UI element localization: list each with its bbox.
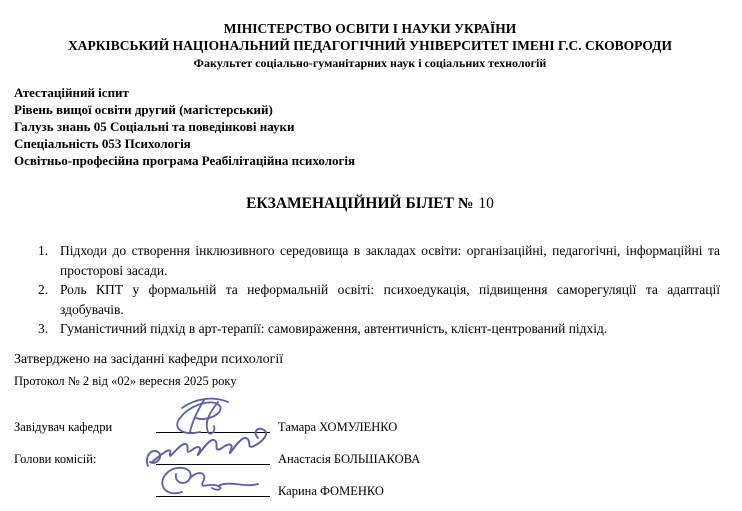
university-title: ХАРКІВСЬКИЙ НАЦІОНАЛЬНИЙ ПЕДАГОГІЧНИЙ УНІВЕРСИТЕТ ІМЕНІ Г.С. СКОВОРОДИ bbox=[68, 38, 672, 53]
handwritten-signature-icon bbox=[142, 460, 282, 500]
question-number: 1. bbox=[38, 243, 49, 258]
signature-role-label: Завідувач кафедри bbox=[14, 419, 113, 434]
signature-role-label: Голови комісій: bbox=[14, 451, 97, 466]
document-header bbox=[14, 20, 726, 72]
protocol-statement: Протокол № 2 від «02» вересня 2025 року bbox=[14, 373, 237, 388]
page-title bbox=[14, 195, 726, 213]
signatory-name: Карина ФОМЕНКО bbox=[278, 483, 384, 498]
question-item bbox=[38, 241, 720, 280]
signature-row-head-of-department bbox=[14, 405, 726, 437]
signature-role-label bbox=[14, 499, 156, 501]
question-text: Роль КПТ у формальній та неформальній освіті: психоедукація, підвищення саморегуляції та адаптації здобувачів. bbox=[60, 282, 720, 317]
question-list bbox=[38, 241, 720, 339]
ticket-number: 10 bbox=[478, 195, 494, 212]
question-text: Гуманістичний підхід в арт-терапії: самовираження, автентичність, клієнт-центрований підхід. bbox=[60, 321, 608, 336]
signature-row-commission-head-1 bbox=[14, 437, 726, 469]
question-item bbox=[38, 319, 720, 339]
signature-line bbox=[156, 466, 270, 497]
ticket-title-label: ЕКЗАМЕНАЦІЙНИЙ БІЛЕТ № bbox=[246, 195, 474, 212]
exam-meta-block bbox=[14, 84, 726, 169]
signature-row-commission-head-2 bbox=[14, 469, 726, 501]
specialty-line: Спеціальність 053 Психологія bbox=[14, 136, 191, 151]
signatory-name: Анастасія БОЛЬШАКОВА bbox=[278, 451, 421, 466]
faculty-title: Факультет соціально-гуманітарних наук і соціальних технологій bbox=[193, 56, 547, 70]
question-text: Підходи до створення інклюзивного середовища в закладах освіти: організаційні, педагогічні, інформаційні та просторові засади. bbox=[60, 243, 720, 278]
approved-statement: Затверджено на засіданні кафедри психології bbox=[14, 351, 284, 367]
degree-level-line: Рівень вищої освіти другий (магістерський) bbox=[14, 102, 273, 117]
question-number: 2. bbox=[38, 282, 49, 297]
question-item bbox=[38, 280, 720, 319]
signatory-name: Тамара ХОМУЛЕНКО bbox=[278, 419, 398, 434]
approval-block bbox=[14, 351, 726, 389]
signature-block bbox=[14, 405, 726, 501]
field-of-knowledge-line: Галузь знань 05 Соціальні та поведінкові науки bbox=[14, 119, 295, 134]
exam-type-line: Атестаційний іспит bbox=[14, 85, 129, 100]
program-line: Освітньо-професійна програма Реабілітаційна психологія bbox=[14, 153, 356, 168]
question-number: 3. bbox=[38, 321, 49, 336]
ministry-title: МІНІСТЕРСТВО ОСВІТИ І НАУКИ УКРАЇНИ bbox=[223, 21, 517, 36]
